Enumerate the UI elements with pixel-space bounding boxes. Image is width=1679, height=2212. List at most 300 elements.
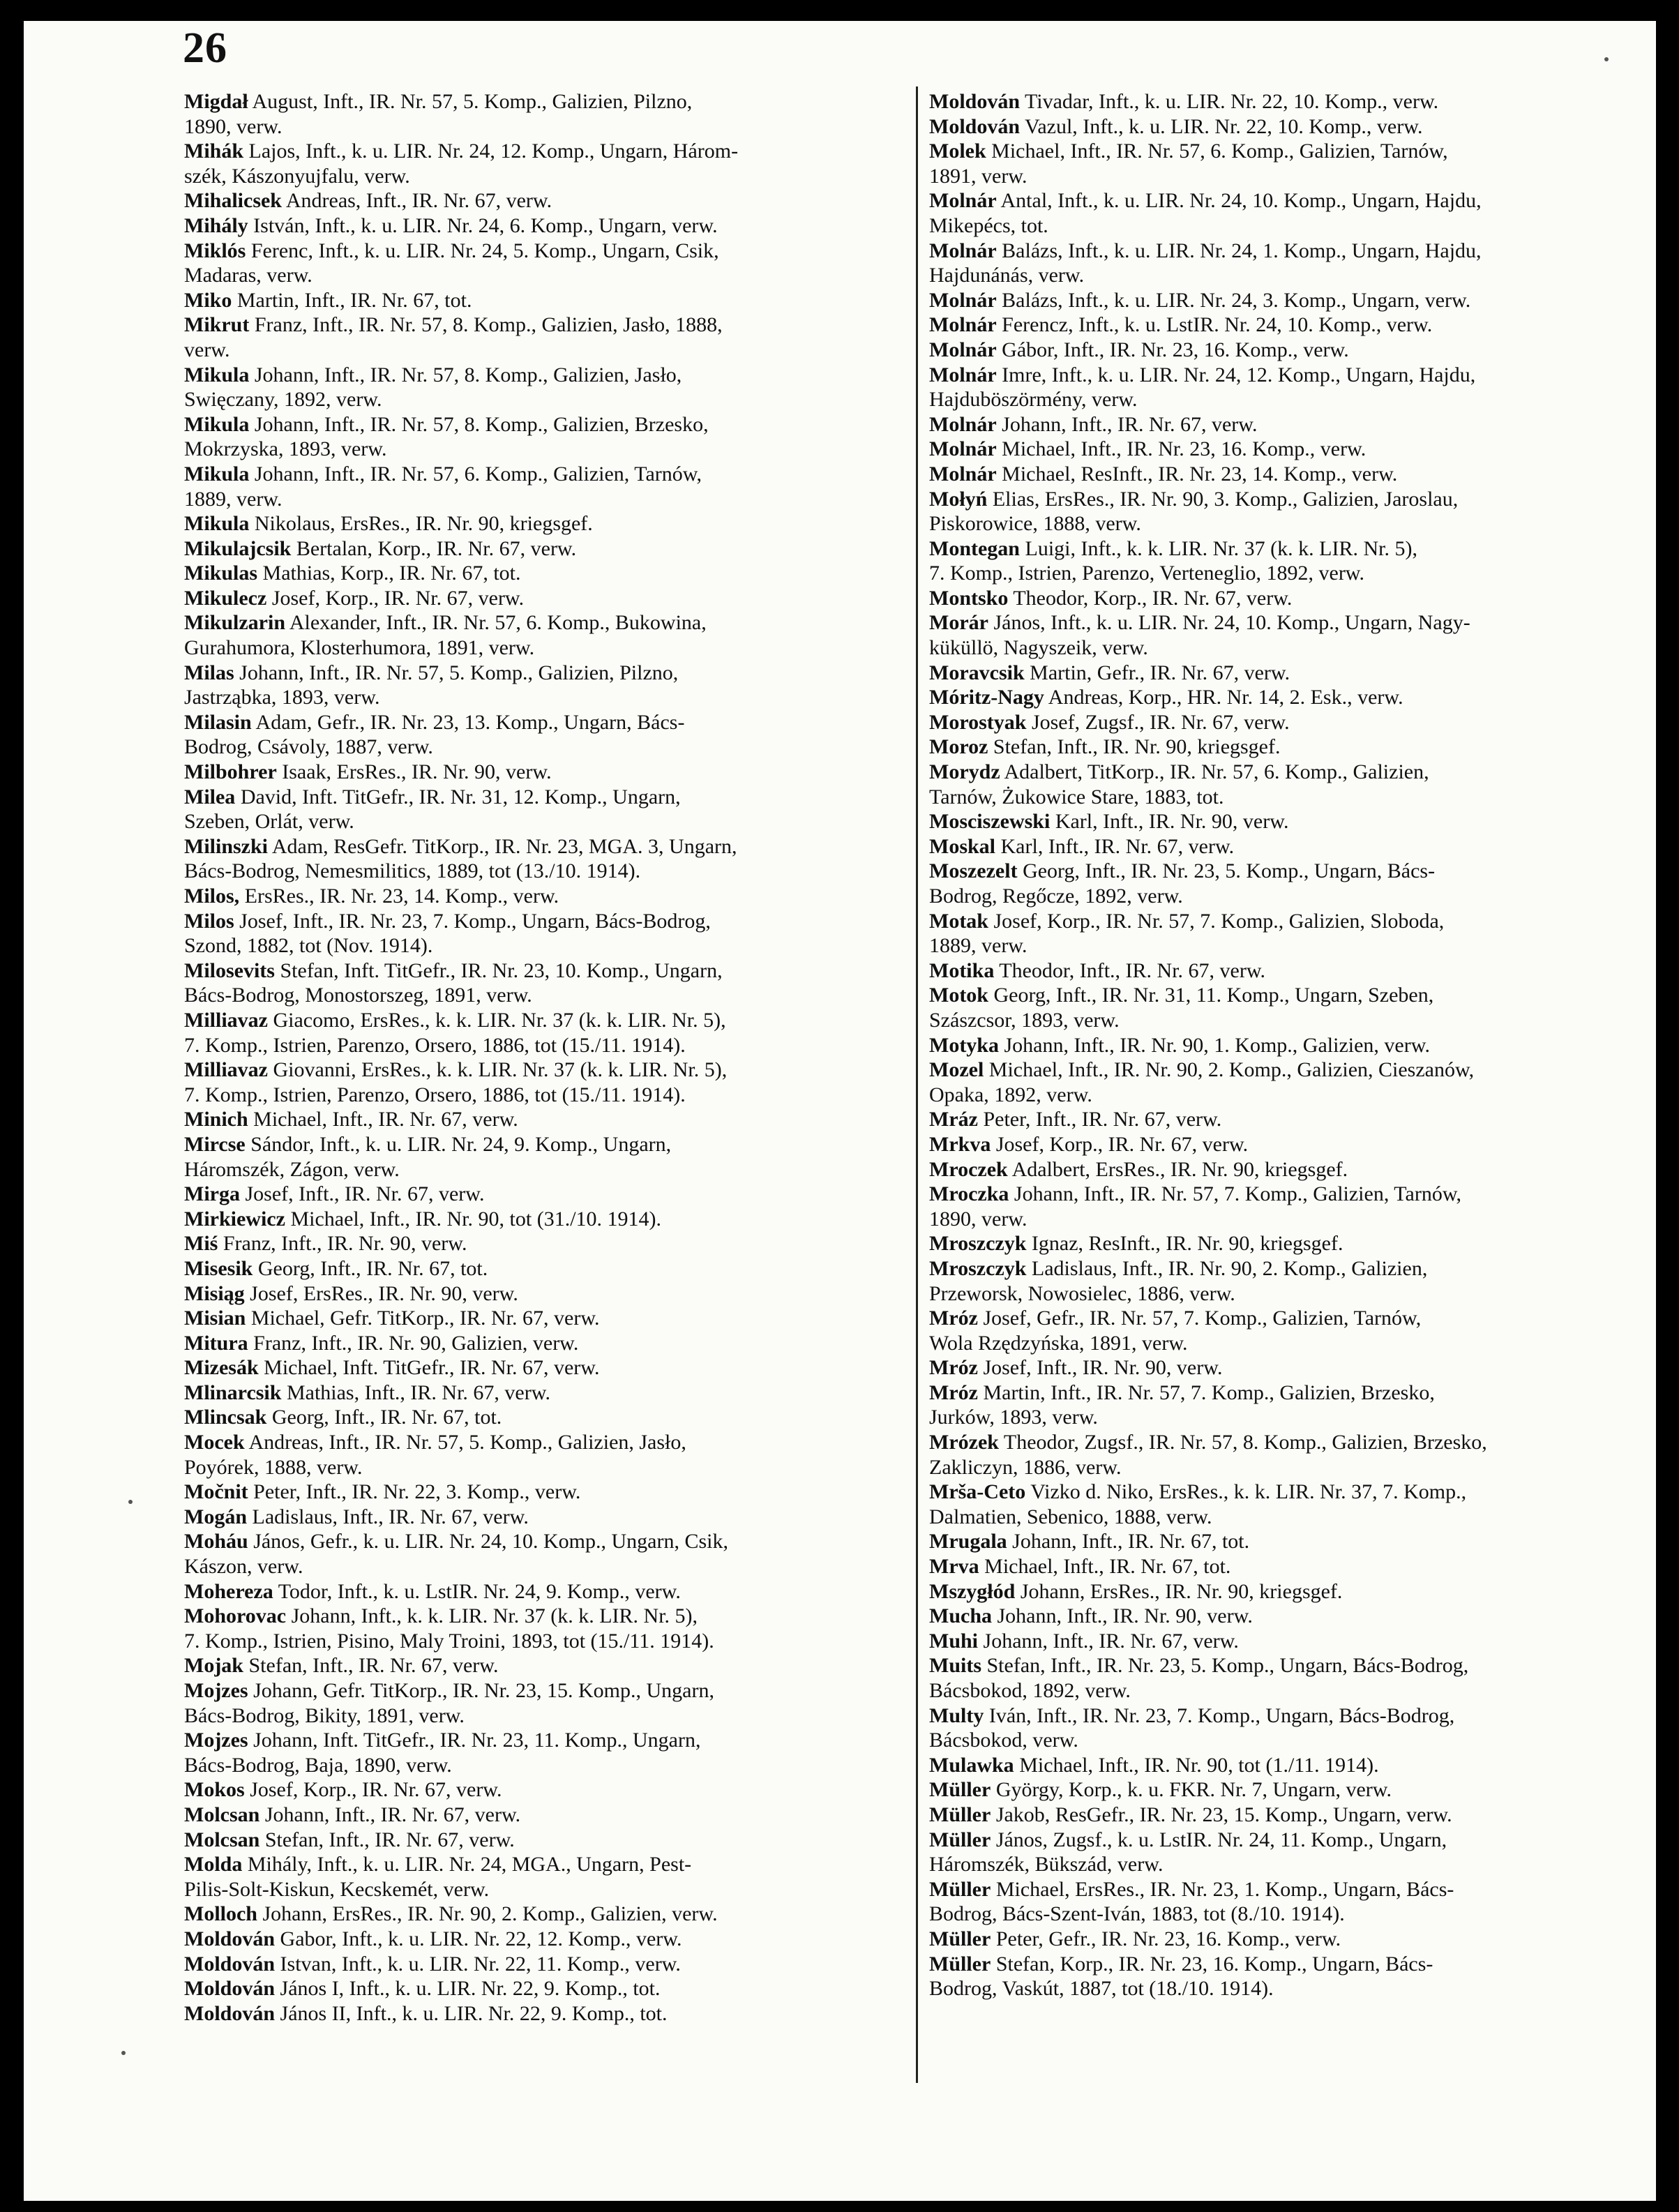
entry-line bbox=[184, 338, 905, 363]
entry-line bbox=[184, 1604, 905, 1629]
entry-text: Bodrog, Vaskút, 1887, tot (18./10. 1914). bbox=[929, 1977, 1274, 2001]
entry-line bbox=[929, 1828, 1627, 1853]
entry-text: Iván, Inft., IR. Nr. 23, 7. Komp., Ungarn, Bács-Bodrog, bbox=[984, 1703, 1455, 1727]
register-entry bbox=[184, 1728, 905, 1777]
entry-line bbox=[929, 536, 1627, 562]
entry-line bbox=[929, 610, 1627, 635]
entry-line bbox=[929, 1902, 1627, 1927]
entry-text: Wola Rzędzyńska, 1891, verw. bbox=[929, 1331, 1188, 1355]
register-entry bbox=[184, 1678, 905, 1728]
right-column bbox=[929, 89, 1627, 2001]
entry-line bbox=[929, 1107, 1627, 1132]
entry-text: Josef, Korp., IR. Nr. 67, verw. bbox=[991, 1132, 1249, 1156]
entry-line bbox=[184, 1157, 905, 1182]
register-entry bbox=[929, 909, 1627, 958]
entry-text: Tivadar, Inft., k. u. LIR. Nr. 22, 10. Komp., verw. bbox=[1020, 90, 1439, 113]
entry-text: szék, Kászonyujfalu, verw. bbox=[184, 164, 410, 188]
entry-line bbox=[929, 288, 1627, 313]
entry-line bbox=[929, 387, 1627, 412]
entry-text: Johann, Inft., IR. Nr. 67, tot. bbox=[1007, 1530, 1250, 1553]
entry-line bbox=[184, 1505, 905, 1530]
entry-text: verw. bbox=[184, 338, 230, 361]
entry-line bbox=[929, 586, 1627, 611]
entry-text: 1890, verw. bbox=[929, 1207, 1027, 1231]
register-entry bbox=[184, 412, 905, 462]
entry-line bbox=[929, 1033, 1627, 1058]
entry-line bbox=[184, 1529, 905, 1554]
entry-line bbox=[929, 635, 1627, 661]
entry-text: Bács-Bodrog, Nemesmilitics, 1889, tot (13./10. 1914). bbox=[184, 859, 641, 883]
register-entry bbox=[929, 760, 1627, 809]
register-entry bbox=[929, 834, 1627, 859]
surname: Mirga bbox=[184, 1182, 240, 1206]
entry-line bbox=[929, 983, 1627, 1008]
surname: Misian bbox=[184, 1307, 246, 1330]
surname: Müller bbox=[929, 1952, 991, 1976]
surname: Miklós bbox=[184, 239, 246, 262]
entry-line bbox=[929, 1182, 1627, 1207]
entry-text: Imre, Inft., k. u. LIR. Nr. 24, 12. Komp., Ungarn, Hajdu, bbox=[996, 363, 1476, 386]
register-entry bbox=[184, 1828, 905, 1853]
entry-text: Mathias, Korp., IR. Nr. 67, tot. bbox=[257, 562, 521, 585]
entry-text: 7. Komp., Istrien, Parenzo, Orsero, 1886, tot (15./11. 1914). bbox=[184, 1083, 686, 1106]
entry-line bbox=[184, 586, 905, 611]
entry-line bbox=[929, 809, 1627, 834]
entry-text: Istvan, Inft., k. u. LIR. Nr. 22, 11. Komp., verw. bbox=[275, 1952, 681, 1976]
surname: Mroszczyk bbox=[929, 1256, 1027, 1280]
surname: Mizesák bbox=[184, 1356, 259, 1380]
surname: Müller bbox=[929, 1778, 991, 1802]
entry-text: Josef, Inft., IR. Nr. 90, verw. bbox=[977, 1356, 1223, 1380]
register-entry bbox=[929, 288, 1627, 313]
entry-text: Josef, Korp., IR. Nr. 67, verw. bbox=[266, 586, 525, 610]
surname: Mihalicsek bbox=[184, 189, 282, 213]
entry-line bbox=[929, 313, 1627, 338]
surname: Molnár bbox=[929, 462, 997, 486]
entry-text: Michael, Inft., IR. Nr. 90, 2. Komp., Galizien, Cieszanów, bbox=[984, 1058, 1475, 1082]
surname: Molnár bbox=[929, 338, 997, 361]
surname: Milasin bbox=[184, 710, 252, 734]
entry-line bbox=[929, 859, 1627, 884]
entry-text: Stefan, Korp., IR. Nr. 23, 16. Komp., Ungarn, Bács- bbox=[991, 1952, 1433, 1976]
entry-text: Jurków, 1893, verw. bbox=[929, 1406, 1098, 1429]
surname: Mirkiewicz bbox=[184, 1207, 285, 1231]
entry-line bbox=[929, 1505, 1627, 1530]
entry-text: Georg, Inft., IR. Nr. 31, 11. Komp., Ungarn, Szeben, bbox=[988, 984, 1434, 1007]
entry-line bbox=[929, 139, 1627, 164]
entry-text: Ladislaus, Inft., IR. Nr. 90, 2. Komp., Galizien, bbox=[1026, 1256, 1428, 1280]
entry-line bbox=[184, 1405, 905, 1430]
entry-text: Sándor, Inft., k. u. LIR. Nr. 24, 9. Komp., Ungarn, bbox=[245, 1132, 672, 1156]
entry-line bbox=[184, 1877, 905, 1902]
column-divider bbox=[916, 86, 918, 2083]
surname: Mitura bbox=[184, 1331, 248, 1355]
entry-line bbox=[929, 1380, 1627, 1406]
entry-line bbox=[929, 188, 1627, 213]
entry-text: David, Inft. TitGefr., IR. Nr. 31, 12. Komp., Ungarn, bbox=[235, 785, 681, 808]
register-entry bbox=[184, 1579, 905, 1604]
entry-text: Giovanni, ErsRes., k. k. LIR. Nr. 37 (k. k. LIR. Nr. 5), bbox=[267, 1058, 728, 1082]
surname: Mroczek bbox=[929, 1157, 1008, 1181]
entry-text: Johann, Inft., IR. Nr. 90, 1. Komp., Galizien, verw. bbox=[999, 1033, 1430, 1057]
register-entry bbox=[184, 1653, 905, 1678]
entry-line bbox=[184, 1902, 905, 1927]
entry-line bbox=[929, 1331, 1627, 1356]
surname: Mrózek bbox=[929, 1431, 999, 1454]
entry-text: Johann, Inft., IR. Nr. 57, 8. Komp., Galizien, Jasło, bbox=[249, 363, 682, 386]
entry-line bbox=[929, 1777, 1627, 1803]
entry-line bbox=[184, 983, 905, 1008]
surname: Milliavaz bbox=[184, 1008, 268, 1032]
entry-line bbox=[929, 710, 1627, 735]
surname: Mihály bbox=[184, 213, 248, 237]
entry-line bbox=[184, 1480, 905, 1505]
entry-line bbox=[184, 1753, 905, 1778]
register-entry bbox=[929, 1653, 1627, 1703]
surname: Misiąg bbox=[184, 1281, 245, 1305]
surname: Mocek bbox=[184, 1431, 245, 1454]
entry-line bbox=[929, 661, 1627, 686]
register-entry bbox=[184, 661, 905, 710]
register-entry bbox=[184, 462, 905, 511]
surname: Moldován bbox=[184, 2001, 276, 2025]
entry-text: Franz, Inft., IR. Nr. 90, verw. bbox=[218, 1232, 467, 1256]
entry-line bbox=[184, 1803, 905, 1828]
entry-text: Georg, Inft., IR. Nr. 23, 5. Komp., Ungarn, Bács- bbox=[1017, 859, 1436, 883]
register-entry bbox=[184, 1976, 905, 2001]
register-entry bbox=[929, 1877, 1627, 1927]
surname: Mikrut bbox=[184, 313, 250, 337]
entry-text: Giacomo, ErsRes., k. k. LIR. Nr. 37 (k. k. LIR. Nr. 5), bbox=[267, 1008, 726, 1032]
register-entry bbox=[929, 363, 1627, 412]
register-entry bbox=[929, 1480, 1627, 1529]
entry-text: Josef, Inft., IR. Nr. 67, verw. bbox=[239, 1182, 485, 1206]
entry-line bbox=[184, 1331, 905, 1356]
register-entry bbox=[184, 213, 905, 239]
entry-text: Madaras, verw. bbox=[184, 264, 313, 287]
register-entry bbox=[184, 909, 905, 958]
entry-text: István, Inft., k. u. LIR. Nr. 24, 6. Komp., Ungarn, verw. bbox=[248, 213, 718, 237]
entry-text: János, Gefr., k. u. LIR. Nr. 24, 10. Komp., Ungarn, Csik, bbox=[248, 1530, 728, 1553]
surname: Milinszki bbox=[184, 834, 269, 858]
entry-line bbox=[929, 834, 1627, 859]
register-entry bbox=[929, 239, 1627, 288]
register-entry bbox=[184, 1231, 905, 1256]
register-entry bbox=[929, 1107, 1627, 1132]
entry-line bbox=[929, 412, 1627, 437]
register-entry bbox=[184, 1902, 905, 1927]
surname: Móritz-Nagy bbox=[929, 686, 1044, 709]
entry-line bbox=[929, 561, 1627, 586]
surname: Muhi bbox=[929, 1629, 979, 1653]
entry-text: Poyórek, 1888, verw. bbox=[184, 1455, 363, 1479]
entry-text: Theodor, Zugsf., IR. Nr. 57, 8. Komp., Galizien, Brzesko, bbox=[998, 1431, 1487, 1454]
entry-line bbox=[184, 1554, 905, 1579]
entry-text: Johann, Inft., IR. Nr. 67, verw. bbox=[978, 1629, 1239, 1653]
register-entry bbox=[184, 884, 905, 909]
entry-text: ErsRes., IR. Nr. 23, 14. Komp., verw. bbox=[239, 885, 559, 908]
register-entry bbox=[184, 586, 905, 611]
entry-text: Michael, Inft., IR. Nr. 90, tot (1./11. 1914). bbox=[1014, 1753, 1379, 1777]
surname: Minich bbox=[184, 1108, 248, 1131]
entry-text: Karl, Inft., IR. Nr. 90, verw. bbox=[1050, 810, 1289, 834]
entry-text: Balázs, Inft., k. u. LIR. Nr. 24, 3. Komp., Ungarn, verw. bbox=[996, 288, 1471, 312]
surname: Montegan bbox=[929, 536, 1020, 560]
register-entry bbox=[929, 1703, 1627, 1753]
register-entry bbox=[929, 1430, 1627, 1480]
entry-line bbox=[184, 288, 905, 313]
entry-line bbox=[184, 635, 905, 661]
entry-text: Josef, Zugsf., IR. Nr. 67, verw. bbox=[1026, 710, 1290, 734]
surname: Müller bbox=[929, 1803, 991, 1826]
entry-text: Johann, Inft. TitGefr., IR. Nr. 23, 11. Komp., Ungarn, bbox=[248, 1729, 701, 1752]
entry-line bbox=[929, 958, 1627, 984]
surname: Milliavaz bbox=[184, 1058, 268, 1082]
entry-text: Johann, Inft., IR. Nr. 90, verw. bbox=[992, 1604, 1253, 1628]
entry-text: Martin, Inft., IR. Nr. 67, tot. bbox=[232, 288, 472, 312]
entry-line bbox=[184, 1107, 905, 1132]
entry-line bbox=[184, 661, 905, 686]
surname: Molcsan bbox=[184, 1803, 260, 1826]
entry-line bbox=[929, 1207, 1627, 1232]
entry-line bbox=[184, 239, 905, 264]
register-entry bbox=[929, 1952, 1627, 2001]
register-entry bbox=[929, 1231, 1627, 1256]
register-entry bbox=[184, 1058, 905, 1107]
entry-text: Vazul, Inft., k. u. LIR. Nr. 22, 10. Komp., verw. bbox=[1020, 114, 1423, 138]
entry-line bbox=[184, 884, 905, 909]
entry-text: Johann, Inft., IR. Nr. 67, verw. bbox=[996, 412, 1258, 436]
entry-line bbox=[184, 909, 905, 934]
entry-line bbox=[929, 1157, 1627, 1182]
entry-line bbox=[929, 1753, 1627, 1778]
entry-line bbox=[184, 1008, 905, 1033]
register-entry bbox=[929, 1058, 1627, 1107]
entry-text: Háromszék, Bükszád, verw. bbox=[929, 1853, 1164, 1876]
register-entry bbox=[929, 958, 1627, 984]
surname: Moroz bbox=[929, 735, 988, 759]
entry-text: János I, Inft., k. u. LIR. Nr. 22, 9. Komp., tot. bbox=[275, 1977, 661, 2001]
entry-text: Michael, Gefr. TitKorp., IR. Nr. 67, verw. bbox=[246, 1307, 600, 1330]
register-entry bbox=[929, 809, 1627, 834]
register-entry bbox=[184, 1777, 905, 1803]
register-entry bbox=[929, 1828, 1627, 1877]
surname: Molcsan bbox=[184, 1828, 260, 1851]
entry-text: Michael, Inft., IR. Nr. 90, tot (31./10. 1914). bbox=[285, 1207, 662, 1231]
entry-text: Ferenc, Inft., k. u. LIR. Nr. 24, 5. Komp., Ungarn, Csik, bbox=[246, 239, 719, 262]
entry-text: Háromszék, Zágon, verw. bbox=[184, 1157, 400, 1181]
surname: Molda bbox=[184, 1853, 243, 1876]
entry-line bbox=[929, 239, 1627, 264]
entry-text: Andreas, Korp., HR. Nr. 14, 2. Esk., verw. bbox=[1044, 686, 1403, 709]
entry-text: Johann, Inft., k. k. LIR. Nr. 37 (k. k. LIR. Nr. 5), bbox=[286, 1604, 698, 1628]
register-entry bbox=[184, 1331, 905, 1356]
surname: Mrugala bbox=[929, 1530, 1007, 1553]
entry-line bbox=[929, 338, 1627, 363]
entry-text: Franz, Inft., IR. Nr. 57, 8. Komp., Galizien, Jasło, 1888, bbox=[249, 313, 723, 337]
entry-line bbox=[929, 1058, 1627, 1083]
surname: Močnit bbox=[184, 1480, 248, 1504]
register-entry bbox=[929, 1927, 1627, 1952]
surname: Mróz bbox=[929, 1307, 978, 1330]
entry-text: Michael, Inft., IR. Nr. 23, 16. Komp., verw. bbox=[996, 437, 1366, 461]
entry-text: Andreas, Inft., IR. Nr. 67, verw. bbox=[282, 189, 552, 213]
surname: Mroszczyk bbox=[929, 1232, 1027, 1256]
surname: Morydz bbox=[929, 760, 1000, 784]
register-entry bbox=[929, 462, 1627, 487]
surname: Morár bbox=[929, 611, 988, 635]
surname: Mróz bbox=[929, 1356, 978, 1380]
entry-text: Opaka, 1892, verw. bbox=[929, 1083, 1092, 1106]
entry-line bbox=[184, 1380, 905, 1406]
entry-text: Georg, Inft., IR. Nr. 67, tot. bbox=[253, 1256, 488, 1280]
register-entry bbox=[184, 536, 905, 562]
entry-line bbox=[929, 1852, 1627, 1877]
register-entry bbox=[184, 1182, 905, 1207]
entry-line bbox=[929, 437, 1627, 462]
entry-text: Karl, Inft., IR. Nr. 67, verw. bbox=[995, 834, 1235, 858]
entry-line bbox=[184, 114, 905, 140]
register-entry bbox=[184, 1008, 905, 1058]
register-entry bbox=[929, 1132, 1627, 1157]
surname: Mohorovac bbox=[184, 1604, 287, 1628]
surname: Moldován bbox=[184, 1952, 276, 1976]
register-entry bbox=[184, 1430, 905, 1480]
surname: Molloch bbox=[184, 1902, 257, 1926]
entry-line bbox=[929, 1976, 1627, 2001]
entry-text: Bács-Bodrog, Bikity, 1891, verw. bbox=[184, 1703, 465, 1727]
register-entry bbox=[929, 1604, 1627, 1629]
entry-text: Adalbert, ErsRes., IR. Nr. 90, kriegsgef. bbox=[1007, 1157, 1348, 1181]
entry-line bbox=[184, 834, 905, 859]
register-entry bbox=[929, 859, 1627, 908]
register-entry bbox=[184, 1132, 905, 1182]
entry-text: Josef, Gefr., IR. Nr. 57, 7. Komp., Galizien, Tarnów, bbox=[977, 1307, 1422, 1330]
surname: Mikulecz bbox=[184, 586, 267, 610]
entry-line bbox=[184, 462, 905, 487]
register-entry bbox=[929, 610, 1627, 660]
entry-text: Adam, Gefr., IR. Nr. 23, 13. Komp., Ungarn, Bács- bbox=[251, 710, 685, 734]
entry-text: Peter, Inft., IR. Nr. 22, 3. Komp., verw. bbox=[248, 1480, 581, 1504]
entry-line bbox=[929, 263, 1627, 288]
register-entry bbox=[184, 1281, 905, 1307]
surname: Mikula bbox=[184, 412, 250, 436]
entry-text: küküllö, Nagyszeik, verw. bbox=[929, 636, 1148, 660]
entry-line bbox=[184, 685, 905, 710]
entry-text: Hajduböszörmény, verw. bbox=[929, 388, 1138, 412]
register-entry bbox=[184, 1380, 905, 1406]
surname: Mrva bbox=[929, 1555, 979, 1579]
register-entry bbox=[929, 735, 1627, 760]
entry-line bbox=[929, 213, 1627, 239]
entry-text: Josef, Inft., IR. Nr. 23, 7. Komp., Ungarn, Bács-Bodrog, bbox=[234, 909, 711, 933]
entry-text: Gurahumora, Klosterhumora, 1891, verw. bbox=[184, 636, 535, 660]
surname: Molnár bbox=[929, 412, 997, 436]
entry-text: Michael, ErsRes., IR. Nr. 23, 1. Komp., Ungarn, Bács- bbox=[991, 1877, 1454, 1901]
surname: Mosciszewski bbox=[929, 810, 1051, 834]
register-entry bbox=[929, 1380, 1627, 1430]
surname: Moszezelt bbox=[929, 859, 1018, 883]
register-entry bbox=[929, 1529, 1627, 1554]
register-entry bbox=[184, 834, 905, 884]
register-entry bbox=[929, 114, 1627, 140]
entry-line bbox=[184, 1256, 905, 1281]
entry-text: János, Inft., k. u. LIR. Nr. 24, 10. Komp., Ungarn, Nagy- bbox=[988, 611, 1470, 635]
entry-text: Alexander, Inft., IR. Nr. 57, 6. Komp., Bukowina, bbox=[285, 611, 707, 635]
register-entry bbox=[184, 1405, 905, 1430]
entry-text: Gábor, Inft., IR. Nr. 23, 16. Komp., verw. bbox=[996, 338, 1349, 361]
register-entry bbox=[929, 1157, 1627, 1182]
ink-speck bbox=[1604, 57, 1609, 61]
entry-line bbox=[929, 1306, 1627, 1331]
register-entry bbox=[929, 1182, 1627, 1231]
entry-line bbox=[929, 363, 1627, 388]
entry-text: Josef, ErsRes., IR. Nr. 90, verw. bbox=[244, 1281, 518, 1305]
surname: Molnár bbox=[929, 437, 997, 461]
register-entry bbox=[184, 1952, 905, 1977]
entry-line bbox=[929, 1653, 1627, 1678]
register-entry bbox=[184, 1852, 905, 1902]
entry-line bbox=[184, 1976, 905, 2001]
register-entry bbox=[184, 511, 905, 536]
register-entry bbox=[929, 313, 1627, 338]
entry-text: Bodrog, Csávoly, 1887, verw. bbox=[184, 735, 433, 759]
register-entry bbox=[929, 1306, 1627, 1355]
register-entry bbox=[184, 1529, 905, 1579]
entry-line bbox=[184, 1678, 905, 1703]
surname: Montsko bbox=[929, 586, 1009, 610]
register-entry bbox=[929, 1803, 1627, 1828]
surname: Motak bbox=[929, 909, 988, 933]
surname: Mikulas bbox=[184, 562, 258, 585]
entry-line bbox=[929, 1008, 1627, 1033]
entry-text: Bácsbokod, 1892, verw. bbox=[929, 1679, 1131, 1702]
entry-text: Isaak, ErsRes., IR. Nr. 90, verw. bbox=[276, 760, 552, 784]
entry-text: Gabor, Inft., k. u. LIR. Nr. 22, 12. Komp., verw. bbox=[275, 1927, 682, 1950]
register-entry bbox=[184, 1207, 905, 1232]
surname: Mikula bbox=[184, 363, 250, 386]
entry-line bbox=[929, 1554, 1627, 1579]
ink-speck bbox=[128, 1500, 133, 1504]
register-entry bbox=[184, 188, 905, 213]
entry-line bbox=[184, 2001, 905, 2026]
surname: Mróz bbox=[929, 1380, 978, 1404]
surname: Mohereza bbox=[184, 1579, 273, 1603]
entry-line bbox=[929, 1281, 1627, 1307]
entry-line bbox=[184, 164, 905, 189]
surname: Mlinarcsik bbox=[184, 1380, 282, 1404]
entry-line bbox=[184, 958, 905, 984]
register-entry bbox=[184, 1803, 905, 1828]
entry-line bbox=[184, 1952, 905, 1977]
entry-line bbox=[184, 735, 905, 760]
entry-text: Stefan, Inft., IR. Nr. 90, kriegsgef. bbox=[988, 735, 1281, 759]
entry-line bbox=[184, 1728, 905, 1753]
entry-line bbox=[929, 164, 1627, 189]
entry-line bbox=[929, 1430, 1627, 1455]
entry-text: Michael, Inft., IR. Nr. 67, tot. bbox=[979, 1555, 1231, 1579]
entry-text: János, Zugsf., k. u. LstIR. Nr. 24, 11. Komp., Ungarn, bbox=[991, 1828, 1447, 1851]
entry-line bbox=[184, 1703, 905, 1729]
entry-line bbox=[184, 1777, 905, 1803]
register-entry bbox=[184, 288, 905, 313]
surname: Mráz bbox=[929, 1108, 978, 1131]
register-entry bbox=[184, 139, 905, 188]
entry-text: Georg, Inft., IR. Nr. 67, tot. bbox=[266, 1406, 502, 1429]
entry-line bbox=[184, 1579, 905, 1604]
register-entry bbox=[929, 1033, 1627, 1058]
entry-text: Lajos, Inft., k. u. LIR. Nr. 24, 12. Komp., Ungarn, Három- bbox=[243, 140, 739, 163]
